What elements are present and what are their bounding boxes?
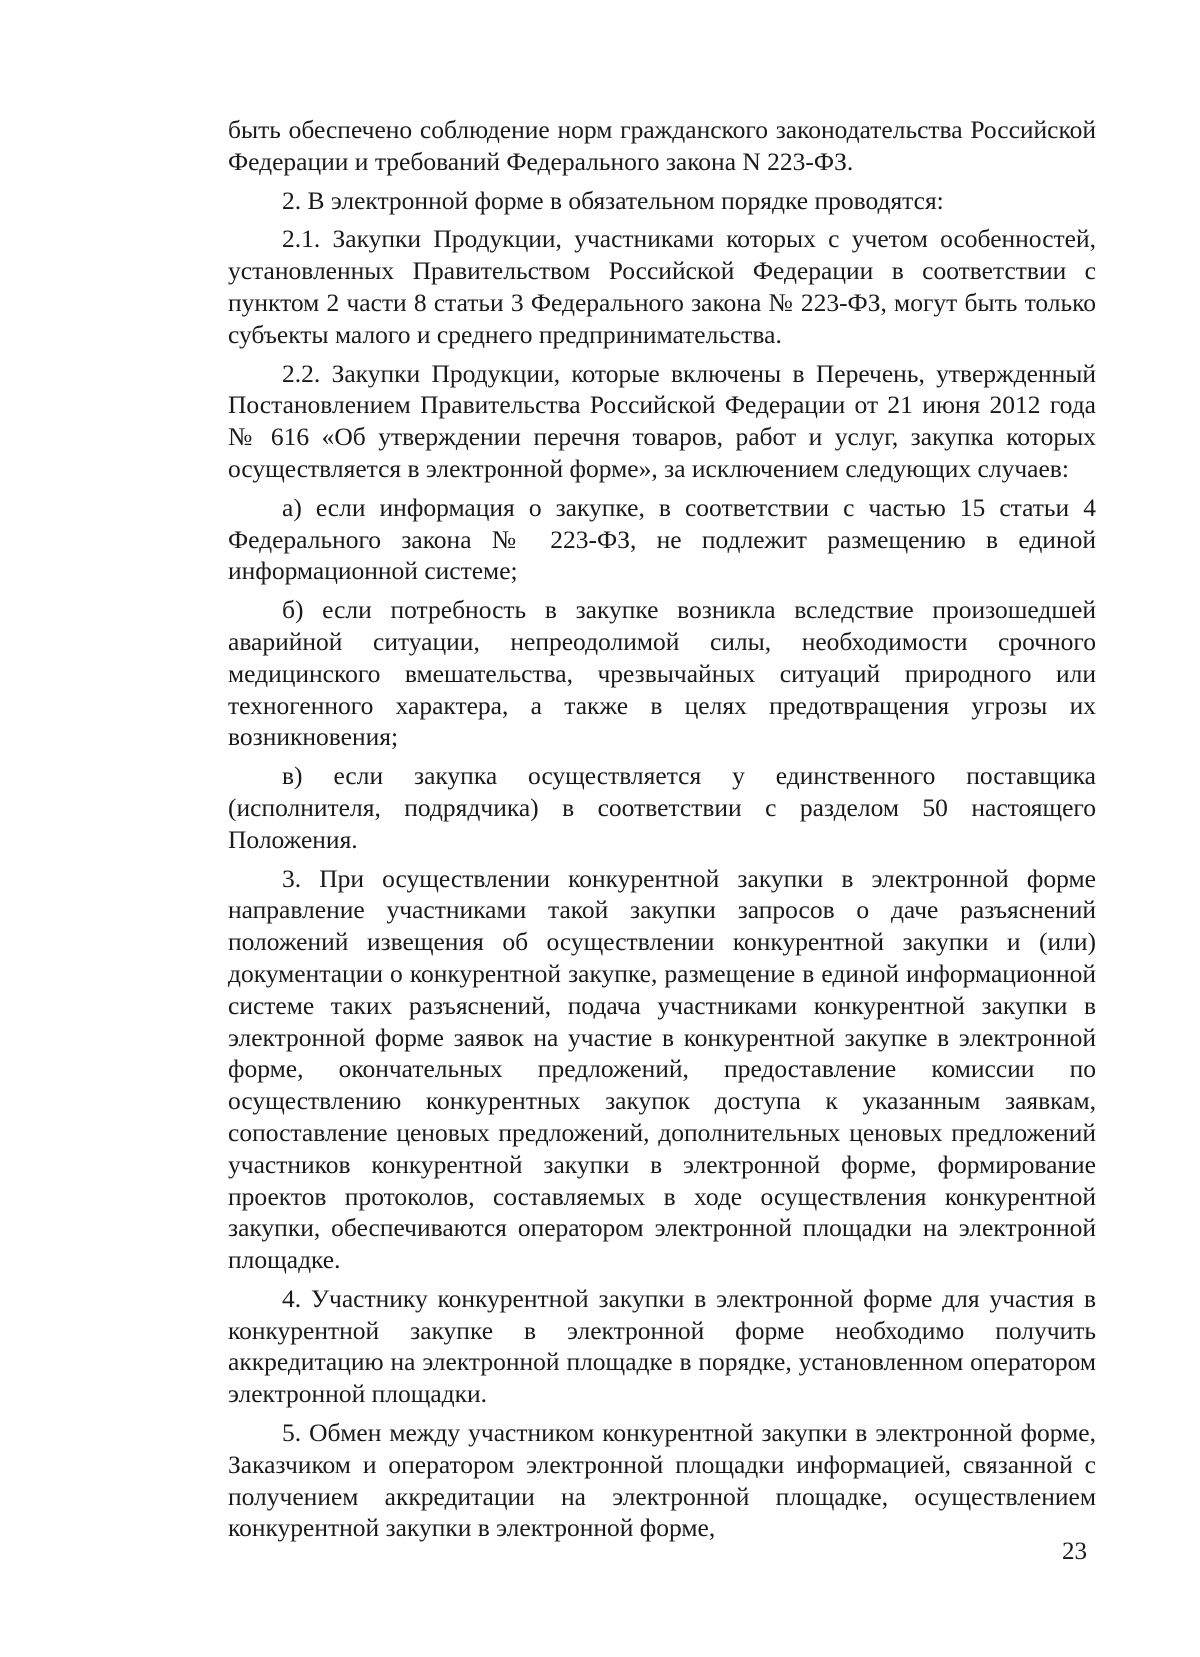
paragraph-subitem-b: б) если потребность в закупке возникла вследствие произошедшей аварийной ситуации, непреодолимой силы, необходимости срочного медицинского вмешательства, чрезвычайных ситуаций природного или техногенного характера, а также в целях предотвращения угрозы их возникновения;	[228, 595, 1096, 752]
paragraph-subitem-v: в) если закупка осуществляется у единственного поставщика (исполнителя, подрядчика) в соответствии с разделом 50 настоящего Положения.	[228, 761, 1096, 854]
paragraph-continuation: быть обеспечено соблюдение норм гражданского законодательства Российской Федерации и требований Федерального закона N 223-ФЗ.	[228, 115, 1096, 176]
paragraph-item-2-2: 2.2. Закупки Продукции, которые включены в Перечень, утвержденный Постановлением Правительства Российской Федерации от 21 июня 2012 года № 616 «Об утверждении перечня товаров, работ и услуг, закупка которых осуществляется в электронной форме», за исключением следующих случаев:	[228, 358, 1096, 483]
paragraph-item-4: 4. Участнику конкурентной закупки в электронной форме для участия в конкурентной закупке в электронной форме необходимо получить аккредитацию на электронной площадке в порядке, установленном оператором электронной площадки.	[228, 1283, 1096, 1409]
paragraph-item-2-1: 2.1. Закупки Продукции, участниками которых с учетом особенностей, установленных Правительством Российской Федерации в соответствии с пунктом 2 части 8 статьи 3 Федерального закона № 223-ФЗ, могут быть только субъекты малого и среднего предпринимательства.	[228, 224, 1096, 349]
paragraph-item-3: 3. При осуществлении конкурентной закупки в электронной форме направление участниками такой закупки запросов о даче разъяснений положений извещения об осуществлении конкурентной закупки и (или) документации о конкурентной закупке, размещение в единой информационной системе таких разъяснений, подача участниками конкурентной закупки в электронной форме заявок на участие в конкурентной закупке в электронной форме, окончательных предложений, предоставление комиссии по осуществлению конкурентных закупок доступа к указанным заявкам, сопоставление ценовых предложений, дополнительных ценовых предложений участников конкурентной закупки в электронной форме, формирование проектов протоколов, составляемых в ходе осуществления конкурентной закупки, обеспечиваются оператором электронной площадки на электронной площадке.	[228, 863, 1096, 1275]
document-body	[228, 114, 1096, 1551]
paragraph-item-5: 5. Обмен между участником конкурентной закупки в электронной форме, Заказчиком и оператором электронной площадки информацией, связанной с получением аккредитации на электронной площадке, осуществлением конкурентной закупки в электронной форме,	[228, 1418, 1096, 1543]
page-number: 23	[1062, 1538, 1087, 1565]
paragraph-subitem-a: а) если информация о закупке, в соответствии с частью 15 статьи 4 Федерального закона № 223-ФЗ, не подлежит размещению в единой информационной системе;	[228, 492, 1096, 586]
paragraph-item-2: 2. В электронной форме в обязательном порядке проводятся:	[282, 185, 944, 215]
